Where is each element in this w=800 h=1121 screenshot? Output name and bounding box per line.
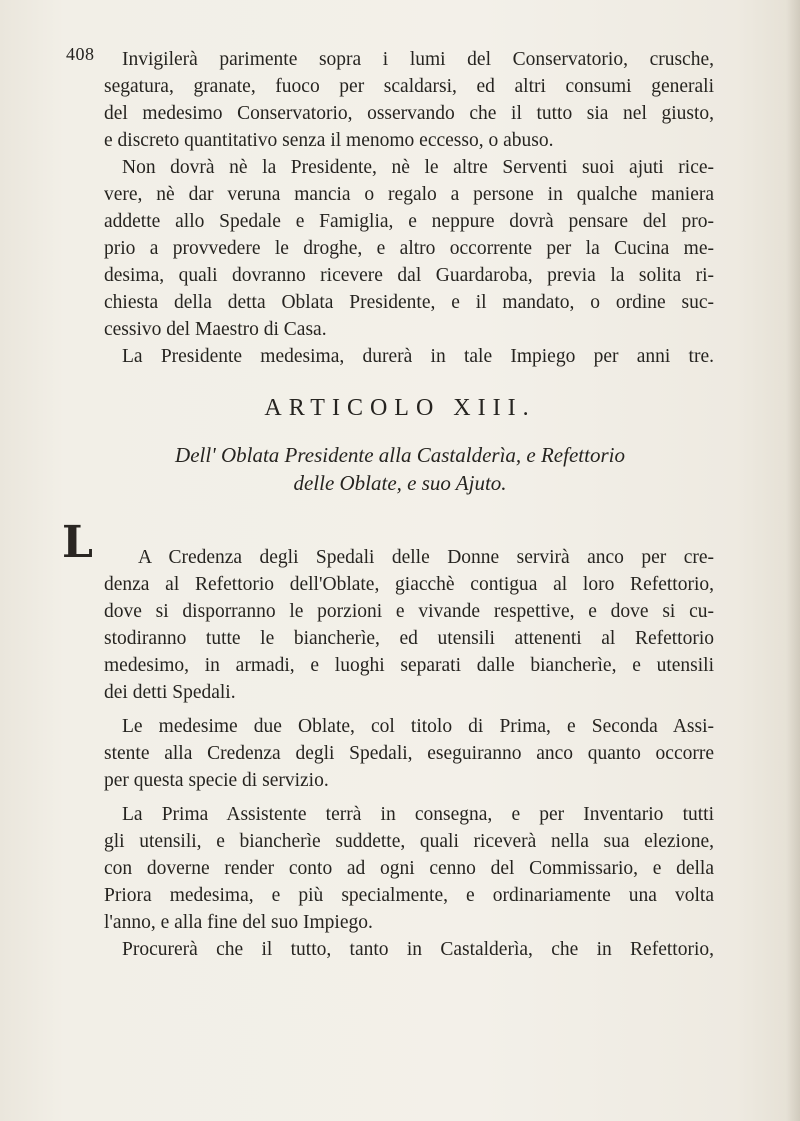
article-subtitle: Dell' Oblata Presidente alla Castalderìa, e Refettorio [175, 443, 625, 467]
text-line: cessivo del Maestro di Casa. [104, 319, 327, 340]
drop-cap: L [62, 517, 93, 568]
text-line: vere, nè dar veruna mancia o regalo a persone in qualche maniera [104, 184, 714, 205]
text-line: chiesta della detta Oblata Presidente, e il mandato, o ordine suc- [104, 292, 714, 313]
text-line: La Prima Assistente terrà in consegna, e per Inventario tutti [122, 804, 714, 825]
text-line: l'anno, e alla fine del suo Impiego. [104, 912, 373, 933]
text-line: segatura, granate, fuoco per scaldarsi, ed altri consumi generali [104, 76, 714, 97]
text-line: dove si disporranno le porzioni e vivande respettive, e dove si cu- [104, 601, 714, 622]
text-line: desima, quali dovranno ricevere dal Guardaroba, previa la solita ri- [104, 265, 714, 286]
page-edge-shadow [786, 0, 800, 1121]
text-line: Non dovrà nè la Presidente, nè le altre Serventi suoi ajuti rice- [122, 157, 714, 178]
article-subtitle: delle Oblate, e suo Ajuto. [293, 471, 507, 495]
text-line: Le medesime due Oblate, col titolo di Prima, e Seconda Assi- [122, 716, 714, 737]
text-line: medesimo, in armadi, e luoghi separati dalle biancherìe, e utensili [104, 655, 714, 676]
text-line: e discreto quantitativo senza il menomo eccesso, o abuso. [104, 130, 554, 151]
text-line: A Credenza degli Spedali delle Donne servirà anco per cre- [138, 547, 714, 568]
text-line: con doverne render conto ad ogni cenno del Commissario, e della [104, 858, 714, 879]
text-line: dei detti Spedali. [104, 682, 236, 703]
text-line: Invigilerà parimente sopra i lumi del Conservatorio, crusche, [122, 49, 714, 70]
text-line: addette allo Spedale e Famiglia, e neppure dovrà pensare del pro- [104, 211, 714, 232]
text-line: stente alla Credenza degli Spedali, eseguiranno anco quanto occorre [104, 743, 714, 764]
text-line: Priora medesima, e più specialmente, e ordinariamente una volta [104, 885, 714, 906]
page-number: 408 [66, 44, 95, 64]
article-heading: ARTICOLO XIII. [264, 395, 536, 421]
text-line: per questa specie di servizio. [104, 770, 329, 791]
text-line: prio a provvedere le droghe, e altro occorrente per la Cucina me- [104, 238, 714, 259]
text-line: del medesimo Conservatorio, osservando che il tutto sia nel giusto, [104, 103, 714, 124]
text-line: La Presidente medesima, durerà in tale Impiego per anni tre. [122, 346, 714, 367]
text-line: stodiranno tutte le biancherìe, ed utensili attenenti al Refettorio [104, 628, 714, 649]
text-line: denza al Refettorio dell'Oblate, giacchè contigua al loro Refettorio, [104, 574, 714, 595]
text-line: gli utensili, e biancherìe suddette, quali riceverà nella sua elezione, [104, 831, 714, 852]
text-line: Procurerà che il tutto, tanto in Castalderìa, che in Refettorio, [122, 939, 714, 960]
